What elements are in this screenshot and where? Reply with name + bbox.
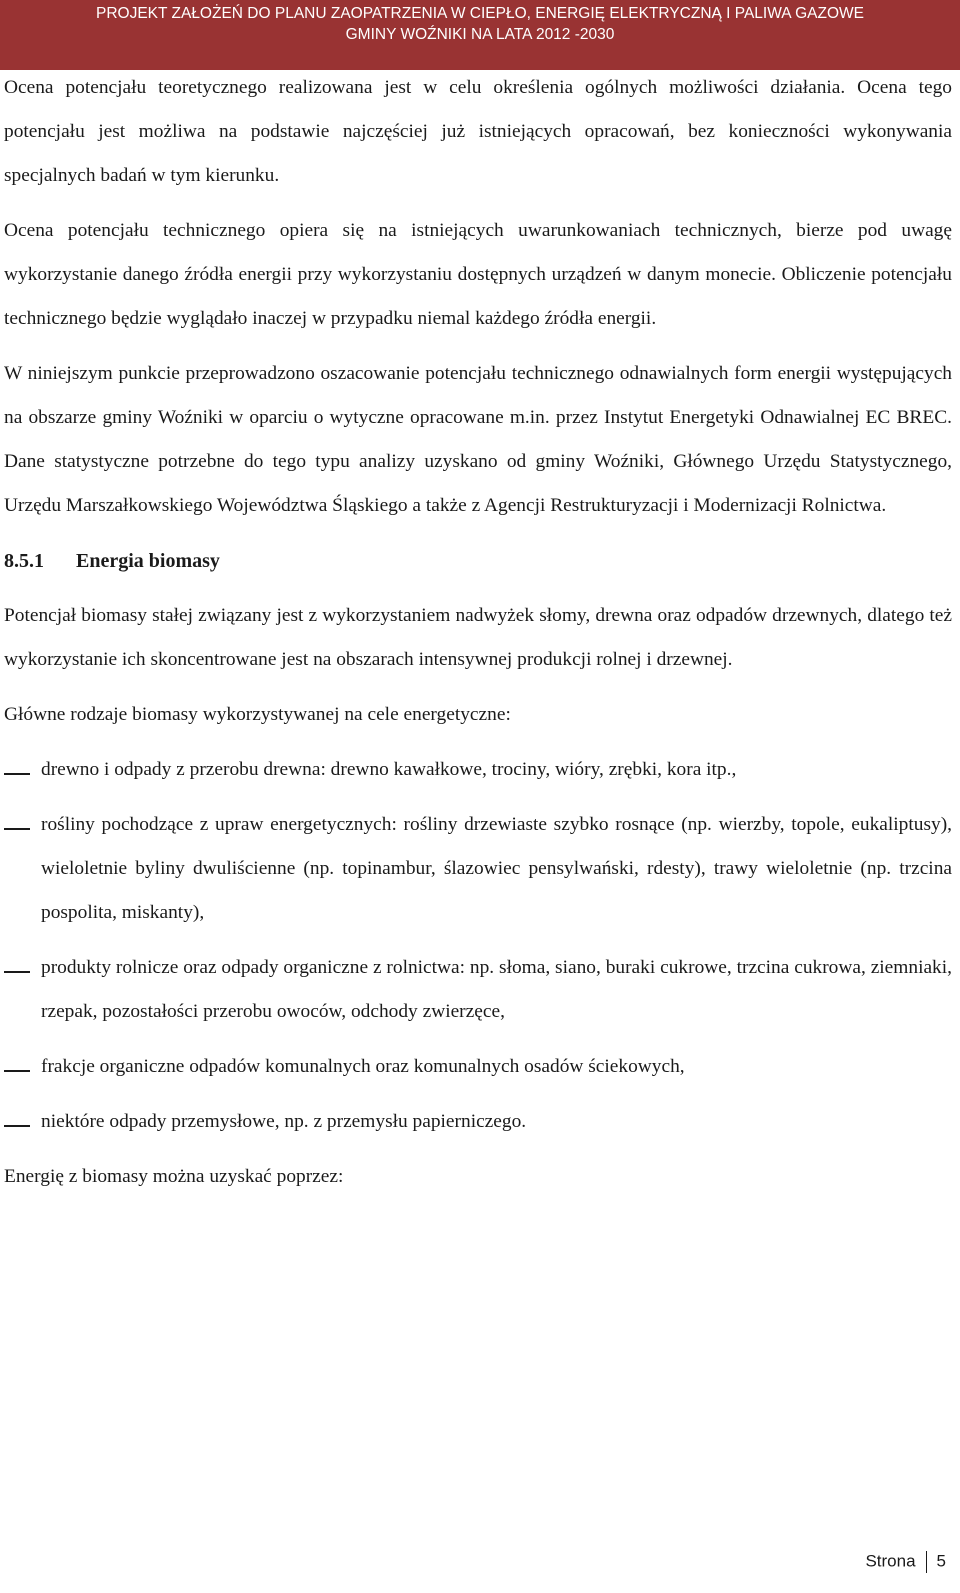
section-title: Energia biomasy [76, 550, 220, 572]
paragraph-estimation-method: W niniejszym punkcie przeprowadzono oszacowanie potencjału technicznego odnawialnych form energii występujących na obszarze gminy Woźniki w oparciu o wytyczne opracowane m.in. przez Instytut Energetyki Odnawialnej EC BREC. Dane statystyczne potrzebne do tego typu analizy uzyskano od gminy Woźniki, Głównego Urzędu Statystycznego, Urzędu Marszałkowskiego Województwa Śląskiego a także z Agencji Restrukturyzacji i Modernizacji Rolnictwa. [4, 363, 952, 516]
biomass-types-list [4, 748, 952, 1144]
paragraph-biomass-types-intro: Główne rodzaje biomasy wykorzystywanej na cele energetyczne: [4, 704, 511, 725]
list-item-text: niektóre odpady przemysłowe, np. z przemysłu papierniczego. [41, 1111, 527, 1132]
list-item [4, 1100, 952, 1144]
page-number: 5 [936, 1551, 946, 1571]
document-body [4, 66, 952, 1199]
list-item [4, 1045, 952, 1089]
list-item-text: rośliny pochodzące z upraw energetycznych: rośliny drzewiaste szybko rosnące (np. wierzby, topole, eukaliptusy), wieloletnie byliny dwuliścienne (np. topinambur, ślazowiec pensylwański, rdesty), trawy wieloletnie (np. trzcina pospolita, miskanty), [41, 814, 952, 923]
list-item-text: produkty rolnicze oraz odpady organiczne z rolnictwa: np. słoma, siano, buraki cukrowe, trzcina cukrowa, ziemniaki, rzepak, pozostałości przerobu owoców, odchody zwierzęce, [41, 957, 952, 1022]
dash-bullet [4, 828, 30, 830]
page-footer [865, 1551, 946, 1573]
page-header [0, 0, 960, 70]
dash-bullet [4, 971, 30, 973]
list-item [4, 946, 952, 1034]
footer-separator [926, 1551, 927, 1573]
dash-bullet [4, 1070, 30, 1072]
paragraph-biomass-energy-intro: Energię z biomasy można uzyskać poprzez: [4, 1166, 344, 1187]
list-item-text: frakcje organiczne odpadów komunalnych oraz komunalnych osadów ściekowych, [41, 1056, 685, 1077]
paragraph-theoretical-potential: Ocena potencjału teoretycznego realizowana jest w celu określenia ogólnych możliwości działania. Ocena tego potencjału jest możliwa na podstawie najczęściej już istniejących opracowań, bez konieczności wykonywania specjalnych badań w tym kierunku. [4, 77, 952, 186]
dash-bullet [4, 1125, 30, 1127]
list-item [4, 803, 952, 935]
header-title-line-1: PROJEKT ZAŁOŻEŃ DO PLANU ZAOPATRZENIA W CIEPŁO, ENERGIĘ ELEKTRYCZNĄ I PALIWA GAZOWE [96, 5, 864, 22]
header-title-line-2: GMINY WOŹNIKI NA LATA 2012 -2030 [345, 26, 615, 43]
section-heading [4, 539, 952, 583]
paragraph-technical-potential: Ocena potencjału technicznego opiera się na istniejących uwarunkowaniach technicznych, bierze pod uwagę wykorzystanie danego źródła energii przy wykorzystaniu dostępnych urządzeń w danym monecie. Obliczenie potencjału technicznego będzie wyglądało inaczej w przypadku niemal każdego źródła energii. [4, 220, 952, 329]
list-item-text: drewno i odpady z przerobu drewna: drewno kawałkowe, trociny, wióry, zrębki, kora itp., [41, 759, 737, 780]
paragraph-biomass-potential: Potencjał biomasy stałej związany jest z wykorzystaniem nadwyżek słomy, drewna oraz odpadów drzewnych, dlatego też wykorzystanie ich skoncentrowane jest na obszarach intensywnej produkcji rolnej i drzewnej. [4, 605, 952, 670]
page-label: Strona [865, 1551, 916, 1571]
list-item [4, 748, 952, 792]
section-number: 8.5.1 [4, 550, 44, 572]
dash-bullet [4, 773, 30, 775]
